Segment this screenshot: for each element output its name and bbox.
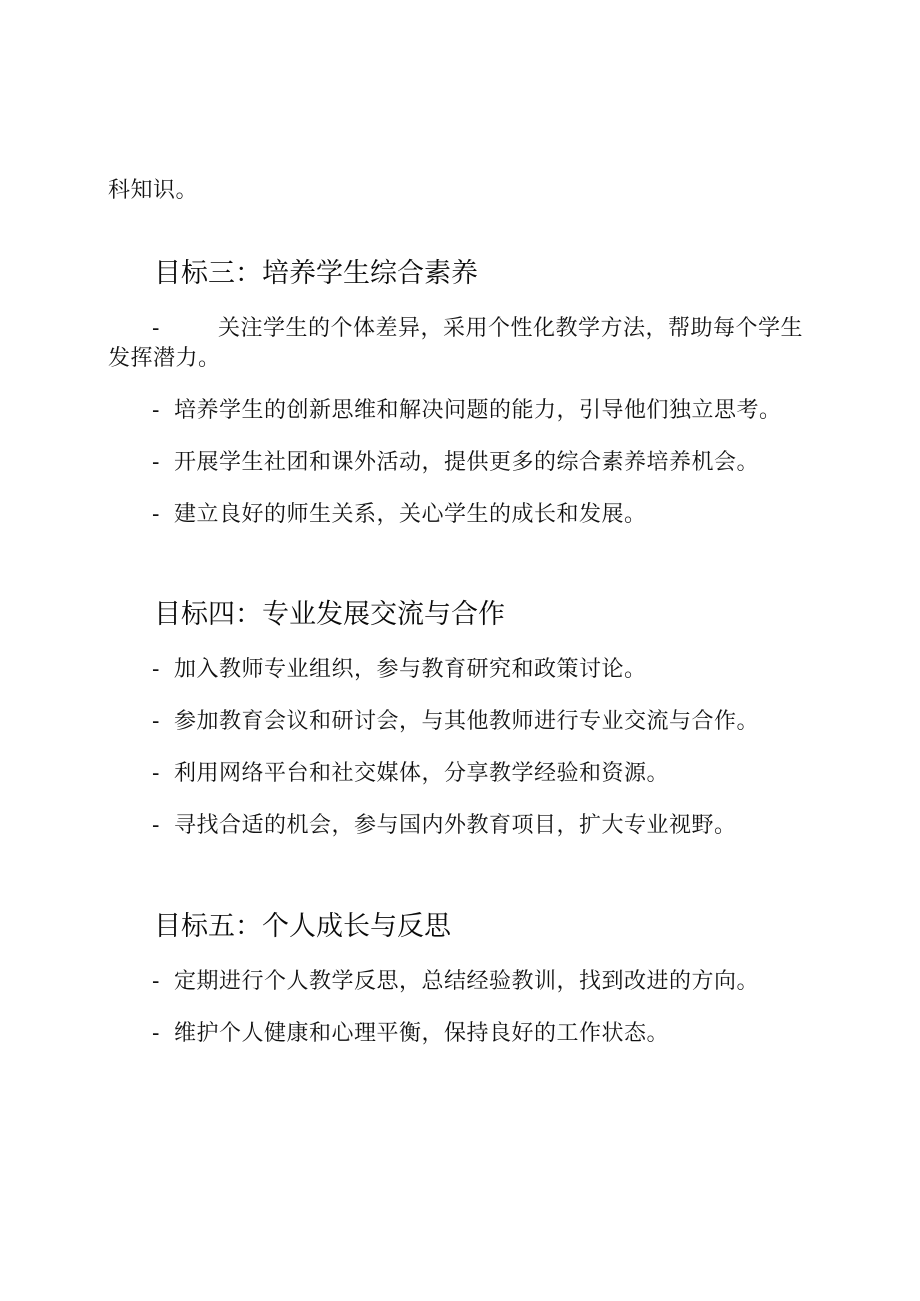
list-dash: -: [152, 1021, 160, 1046]
list-item-text: 开展学生社团和课外活动，提供更多的综合素养培养机会。: [174, 450, 760, 475]
list-dash: -: [152, 709, 160, 734]
list-item: [152, 655, 647, 685]
list-item: [152, 811, 737, 841]
list-item-text: 寻找合适的机会，参与国内外教育项目，扩大专业视野。: [174, 813, 737, 838]
list-item: [152, 759, 669, 789]
list-item-text: 利用网络平台和社交媒体，分享教学经验和资源。: [174, 761, 670, 786]
list-dash: -: [152, 450, 160, 475]
list-dash: -: [152, 761, 160, 786]
list-item: [152, 396, 782, 426]
list-item: [152, 1019, 669, 1049]
list-item-text: 培养学生的创新思维和解决问题的能力，引导他们独立思考。: [174, 398, 782, 423]
section-heading-goal-5: 目标五：个人成长与反思: [154, 911, 451, 942]
section-heading-goal-3: 目标三：培养学生综合素养: [154, 258, 478, 289]
list-item-text: 关注学生的个体差异，采用个性化教学方法，帮助每个学生: [218, 316, 804, 341]
list-item: [152, 448, 759, 478]
list-item-text: 定期进行个人教学反思，总结经验教训，找到改进的方向。: [174, 969, 760, 994]
list-dash: -: [152, 316, 160, 341]
list-item: [152, 967, 759, 997]
list-item-text: 维护个人健康和心理平衡，保持良好的工作状态。: [174, 1021, 670, 1046]
section-heading-goal-4: 目标四：专业发展交流与合作: [154, 599, 505, 630]
list-dash: -: [152, 398, 160, 423]
list-item-text: 建立良好的师生关系，关心学生的成长和发展。: [174, 502, 647, 527]
list-dash: -: [152, 813, 160, 838]
list-item: [152, 707, 759, 737]
list-item-continuation: 发挥潜力。: [108, 346, 221, 371]
list-dash: -: [152, 657, 160, 682]
continuation-text: 科知识。: [108, 178, 199, 203]
list-dash: -: [152, 969, 160, 994]
list-item-text: 加入教师专业组织，参与教育研究和政策讨论。: [174, 657, 647, 682]
list-dash: -: [152, 502, 160, 527]
list-item-text: 参加教育会议和研讨会，与其他教师进行专业交流与合作。: [174, 709, 760, 734]
list-item: [152, 314, 803, 344]
list-item: [152, 500, 647, 530]
